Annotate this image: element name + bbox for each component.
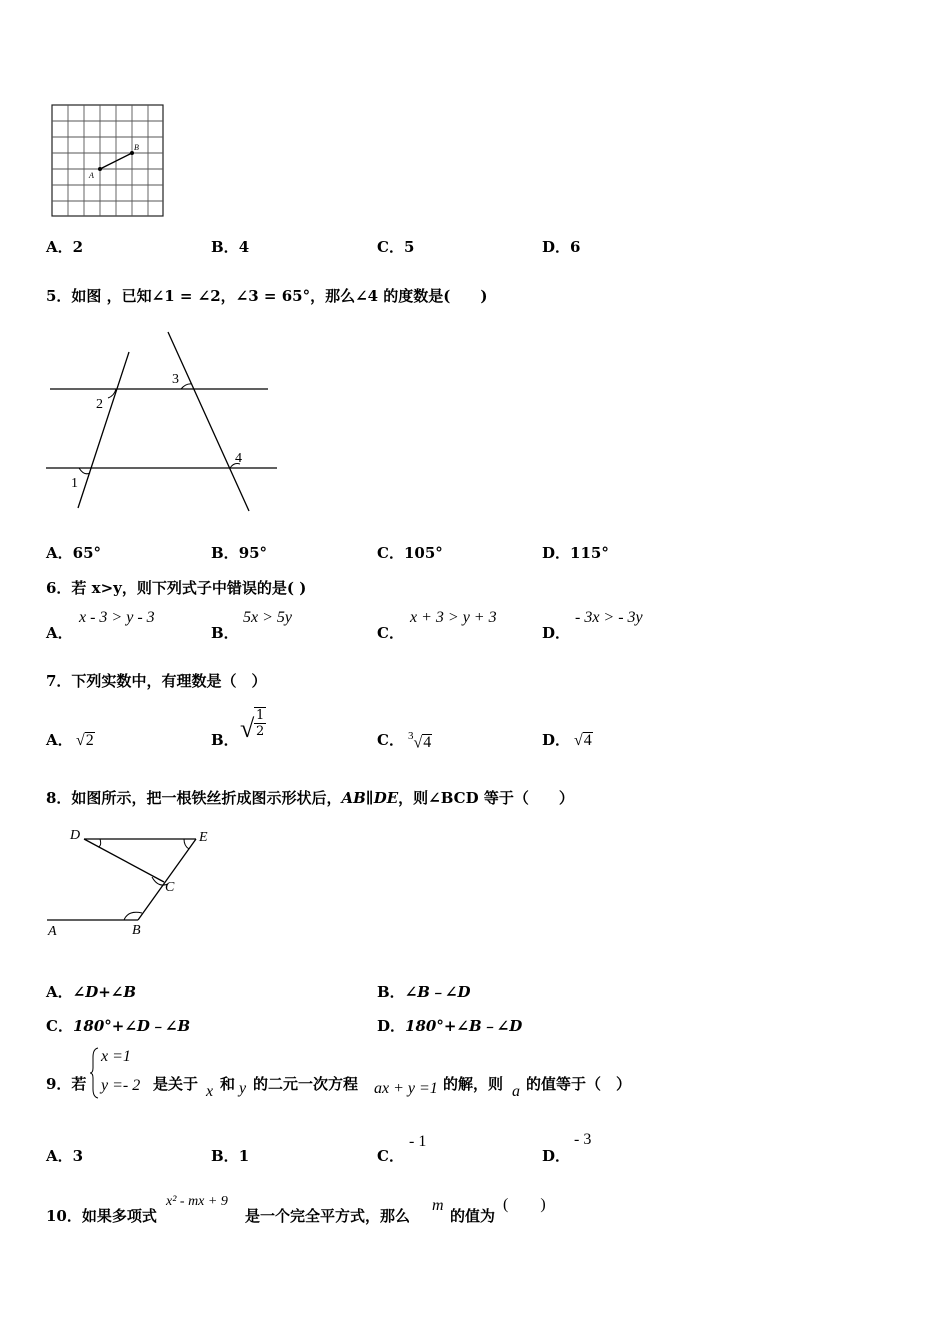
q4-option-d[interactable]: D．6	[542, 238, 581, 256]
q10-prefix: 10．如果多项式	[46, 1207, 157, 1225]
q9-option-c[interactable]: C．	[377, 1147, 404, 1165]
q7-option-c[interactable]: C．	[377, 731, 404, 749]
q10-mid: 是一个完全平方式，那么	[245, 1207, 411, 1225]
q9-option-a[interactable]: A．3	[46, 1147, 84, 1165]
q7-option-c-radical: $^3$√4	[408, 730, 432, 752]
q5-angle-label-3: 3	[172, 372, 179, 387]
q6-option-d[interactable]: D．	[542, 624, 571, 642]
q8-label-c: C	[165, 880, 175, 895]
q8-bent-wire-figure	[44, 822, 224, 942]
q5-option-c[interactable]: C．105°	[377, 544, 443, 562]
q8-option-b[interactable]: B．∠B﹣∠D	[377, 983, 471, 1001]
q4-label-a: A	[89, 171, 94, 180]
q7-option-a[interactable]: A．	[46, 731, 73, 749]
q10-polynomial: x² - mx + 9	[166, 1194, 228, 1209]
q6-option-a[interactable]: A．	[46, 624, 73, 642]
q4-option-a[interactable]: A．2	[46, 238, 84, 256]
q8-option-c[interactable]: C．180°+∠D﹣∠B	[46, 1017, 191, 1035]
q8-stem: 8．如图所示，把一根铁丝折成图示形状后，AB∥DE，则∠BCD 等于（ ）	[46, 789, 574, 807]
q10-answer-paren: ( )	[503, 1196, 546, 1213]
q7-option-b-radical: √	[240, 714, 255, 743]
q4-option-c[interactable]: C．5	[377, 238, 415, 256]
q5-stem: 5．如图 ，已知∠1 = ∠2，∠3 = 65°，那么∠4 的度数是( )	[46, 287, 488, 305]
q9-text-2: 和	[220, 1075, 236, 1093]
q5-option-b[interactable]: B．95°	[211, 544, 268, 562]
q6-stem: 6．若 x>y，则下列式子中错误的是( )	[46, 579, 307, 597]
q4-label-b: B	[134, 143, 139, 152]
q10-var-m: m	[432, 1197, 444, 1214]
q5-parallel-lines-figure	[44, 328, 280, 513]
q9-text-3: 的二元一次方程	[253, 1075, 359, 1093]
q7-option-a-radical: √2	[76, 732, 94, 749]
q4-option-b[interactable]: B．4	[211, 238, 250, 256]
q6-option-b[interactable]: B．	[211, 624, 239, 642]
q7-option-d[interactable]: D．	[542, 731, 571, 749]
q9-var-y: y	[239, 1080, 247, 1097]
q6-option-d-expr: - 3x > - 3y	[575, 609, 643, 626]
q7-option-b[interactable]: B．	[211, 731, 239, 749]
q9-system-eq2: y =- 2	[101, 1077, 141, 1094]
q9-equation: ax + y =1	[374, 1080, 438, 1097]
q5-angle-label-2: 2	[96, 397, 103, 412]
q6-option-b-expr: 5x > 5y	[243, 609, 292, 626]
q10-suffix: 的值为	[450, 1207, 496, 1225]
q9-system-eq1: x =1	[101, 1048, 131, 1065]
q9-text-1: 是关于	[153, 1075, 199, 1093]
q9-option-d[interactable]: D．	[542, 1147, 571, 1165]
q6-option-a-expr: x - 3 > y - 3	[79, 609, 155, 626]
q7-option-d-radical: √4	[574, 732, 592, 749]
q8-option-d[interactable]: D．180°+∠B﹣∠D	[377, 1017, 523, 1035]
q9-prefix: 9．若	[46, 1075, 87, 1093]
q9-text-5: 的值等于（ ）	[526, 1075, 632, 1093]
q6-option-c-expr: x + 3 > y + 3	[410, 609, 497, 626]
q5-angle-label-4: 4	[235, 451, 242, 466]
q9-var-a: a	[512, 1083, 520, 1100]
q7-option-b-fraction: $\frac{1}{2}$	[256, 708, 265, 739]
q8-label-e: E	[199, 830, 208, 845]
q9-option-b[interactable]: B．1	[211, 1147, 250, 1165]
q8-option-a[interactable]: A．∠D+∠B	[46, 983, 137, 1001]
q9-system-brace	[90, 1047, 100, 1099]
q8-label-a: A	[48, 924, 57, 939]
q7-stem: 7．下列实数中，有理数是（ ）	[46, 672, 267, 690]
q9-text-4: 的解，则	[443, 1075, 504, 1093]
q6-option-c[interactable]: C．	[377, 624, 404, 642]
q5-option-a[interactable]: A．65°	[46, 544, 102, 562]
q8-label-d: D	[70, 828, 81, 843]
q9-option-c-value: - 1	[409, 1133, 427, 1150]
q9-option-d-value: - 3	[574, 1131, 592, 1148]
q8-label-b: B	[132, 923, 141, 938]
q9-var-x: x	[206, 1083, 214, 1100]
q4-grid-figure	[48, 100, 168, 222]
q5-angle-label-1: 1	[71, 476, 78, 491]
q5-option-d[interactable]: D．115°	[542, 544, 609, 562]
